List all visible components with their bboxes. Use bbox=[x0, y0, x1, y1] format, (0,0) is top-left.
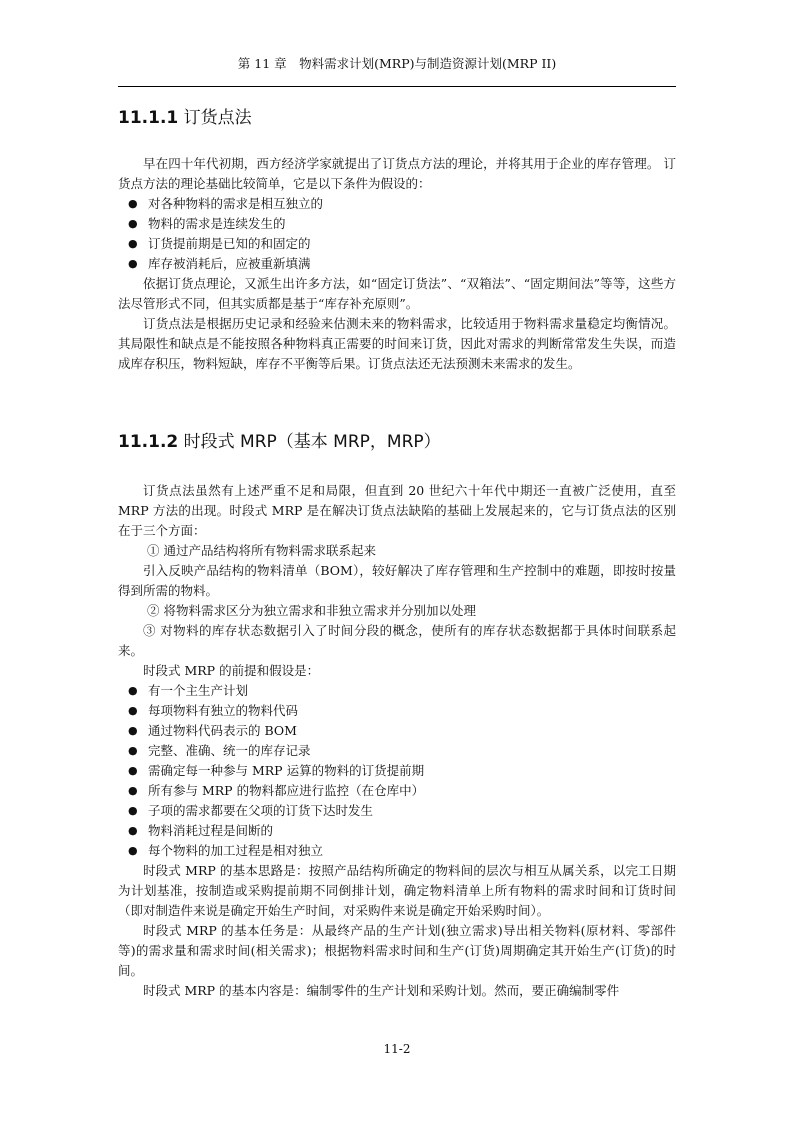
section-number: 11.1.2 bbox=[118, 432, 179, 452]
numbered-item: ③ 对物料的库存状态数据引入了时间分段的概念，使所有的库存状态数据都于具体时间联系起来。 bbox=[118, 623, 676, 658]
numbered-item: ① 通过产品结构将所有物料需求联系起来 bbox=[147, 543, 376, 558]
section-body-1 bbox=[118, 154, 676, 374]
list-item: ● 库存被消耗后，应被重新填满 bbox=[118, 254, 676, 274]
bullet-icon: ● bbox=[128, 824, 138, 837]
list-item: ● 物料消耗过程是间断的 bbox=[118, 821, 676, 841]
bullet-icon: ● bbox=[128, 844, 138, 857]
list-item: ● 对各种物料的需求是相互独立的 bbox=[118, 194, 676, 214]
list-item: ● 有一个主生产计划 bbox=[118, 681, 676, 701]
bullet-icon: ● bbox=[128, 764, 138, 777]
page-number: 11-2 bbox=[383, 1042, 411, 1056]
section-number: 11.1.1 bbox=[118, 108, 179, 128]
section-title: 时段式 MRP（基本 MRP，MRP） bbox=[183, 432, 441, 452]
bullet-icon: ● bbox=[128, 217, 138, 230]
paragraph: 依据订货点理论，又派生出许多方法，如“固定订货法”、“双箱法”、“固定期间法”等等，这些方法尽管形式不同，但其实质都是基于“库存补充原则”。 bbox=[118, 276, 676, 311]
list-item: ● 通过物料代码表示的 BOM bbox=[118, 721, 676, 741]
list-item: ● 所有参与 MRP 的物料都应进行监控（在仓库中） bbox=[118, 781, 676, 801]
paragraph: 订货点法虽然有上述严重不足和局限，但直到 20 世纪六十年代中期还一直被广泛使用，直至 MRP 方法的出现。时段式 MRP 是在解决订货点法缺陷的基础上发展起来的，它与订货点法的区别在于三个方面： bbox=[118, 483, 676, 538]
section-heading-1 bbox=[118, 107, 252, 129]
header-rule bbox=[118, 86, 676, 87]
bullet-icon: ● bbox=[128, 784, 138, 797]
bullet-icon: ● bbox=[128, 744, 138, 757]
list-item: ● 物料的需求是连续发生的 bbox=[118, 214, 676, 234]
bullet-icon: ● bbox=[128, 804, 138, 817]
paragraph: 时段式 MRP 的基本任务是：从最终产品的生产计划(独立需求)导出相关物料(原材料、零部件等)的需求量和需求时间(相关需求)；根据物料需求时间和生产(订货)周期确定其开始生产(订货)的时间。 bbox=[118, 923, 676, 978]
bullet-icon: ● bbox=[128, 704, 138, 717]
section-heading-2 bbox=[118, 431, 441, 453]
section-body-2 bbox=[118, 481, 676, 1001]
paragraph: 订货点法是根据历史记录和经验来估测未来的物料需求，比较适用于物料需求量稳定均衡情况。其局限性和缺点是不能按照各种物料真正需要的时间来订货，因此对需求的判断常常发生失误，而造成库存积压，物料短缺，库存不平衡等后果。订货点法还无法预测未来需求的发生。 bbox=[118, 316, 676, 371]
list-item: ● 每项物料有独立的物料代码 bbox=[118, 701, 676, 721]
paragraph: 引入反映产品结构的物料清单（BOM），较好解决了库存管理和生产控制中的难题，即按时按量得到所需的物料。 bbox=[118, 563, 676, 598]
bullet-icon: ● bbox=[128, 237, 138, 250]
paragraph: 时段式 MRP 的基本内容是：编制零件的生产计划和采购计划。然而，要正确编制零件 bbox=[143, 983, 620, 998]
list-item: ● 订货提前期是已知的和固定的 bbox=[118, 234, 676, 254]
list-item: ● 子项的需求都要在父项的订货下达时发生 bbox=[118, 801, 676, 821]
bullet-icon: ● bbox=[128, 257, 138, 270]
list-item: ● 需确定每一种参与 MRP 运算的物料的订货提前期 bbox=[118, 761, 676, 781]
paragraph: 时段式 MRP 的基本思路是：按照产品结构所确定的物料间的层次与相互从属关系，以完工日期为计划基准，按制造或采购提前期不同倒排计划，确定物料清单上所有物料的需求时间和订货时间（即对制造件来说是确定开始生产时间，对采购件来说是确定开始采购时间）。 bbox=[118, 863, 676, 918]
page-header: 第 11 章 物料需求计划(MRP)与制造资源计划(MRP II) bbox=[237, 56, 557, 71]
paragraph: 时段式 MRP 的前提和假设是： bbox=[143, 663, 320, 678]
paragraph: 早在四十年代初期，西方经济学家就提出了订货点方法的理论，并将其用于企业的库存管理。 订货点方法的理论基础比较简单，它是以下条件为假设的： bbox=[118, 156, 676, 191]
numbered-item: ② 将物料需求区分为独立需求和非独立需求并分别加以处理 bbox=[147, 603, 476, 618]
list-item: ● 完整、准确、统一的库存记录 bbox=[118, 741, 676, 761]
bullet-icon: ● bbox=[128, 724, 138, 737]
section-title: 订货点法 bbox=[183, 108, 252, 128]
bullet-icon: ● bbox=[128, 197, 138, 210]
list-item: ● 每个物料的加工过程是相对独立 bbox=[118, 841, 676, 861]
bullet-icon: ● bbox=[128, 684, 138, 697]
